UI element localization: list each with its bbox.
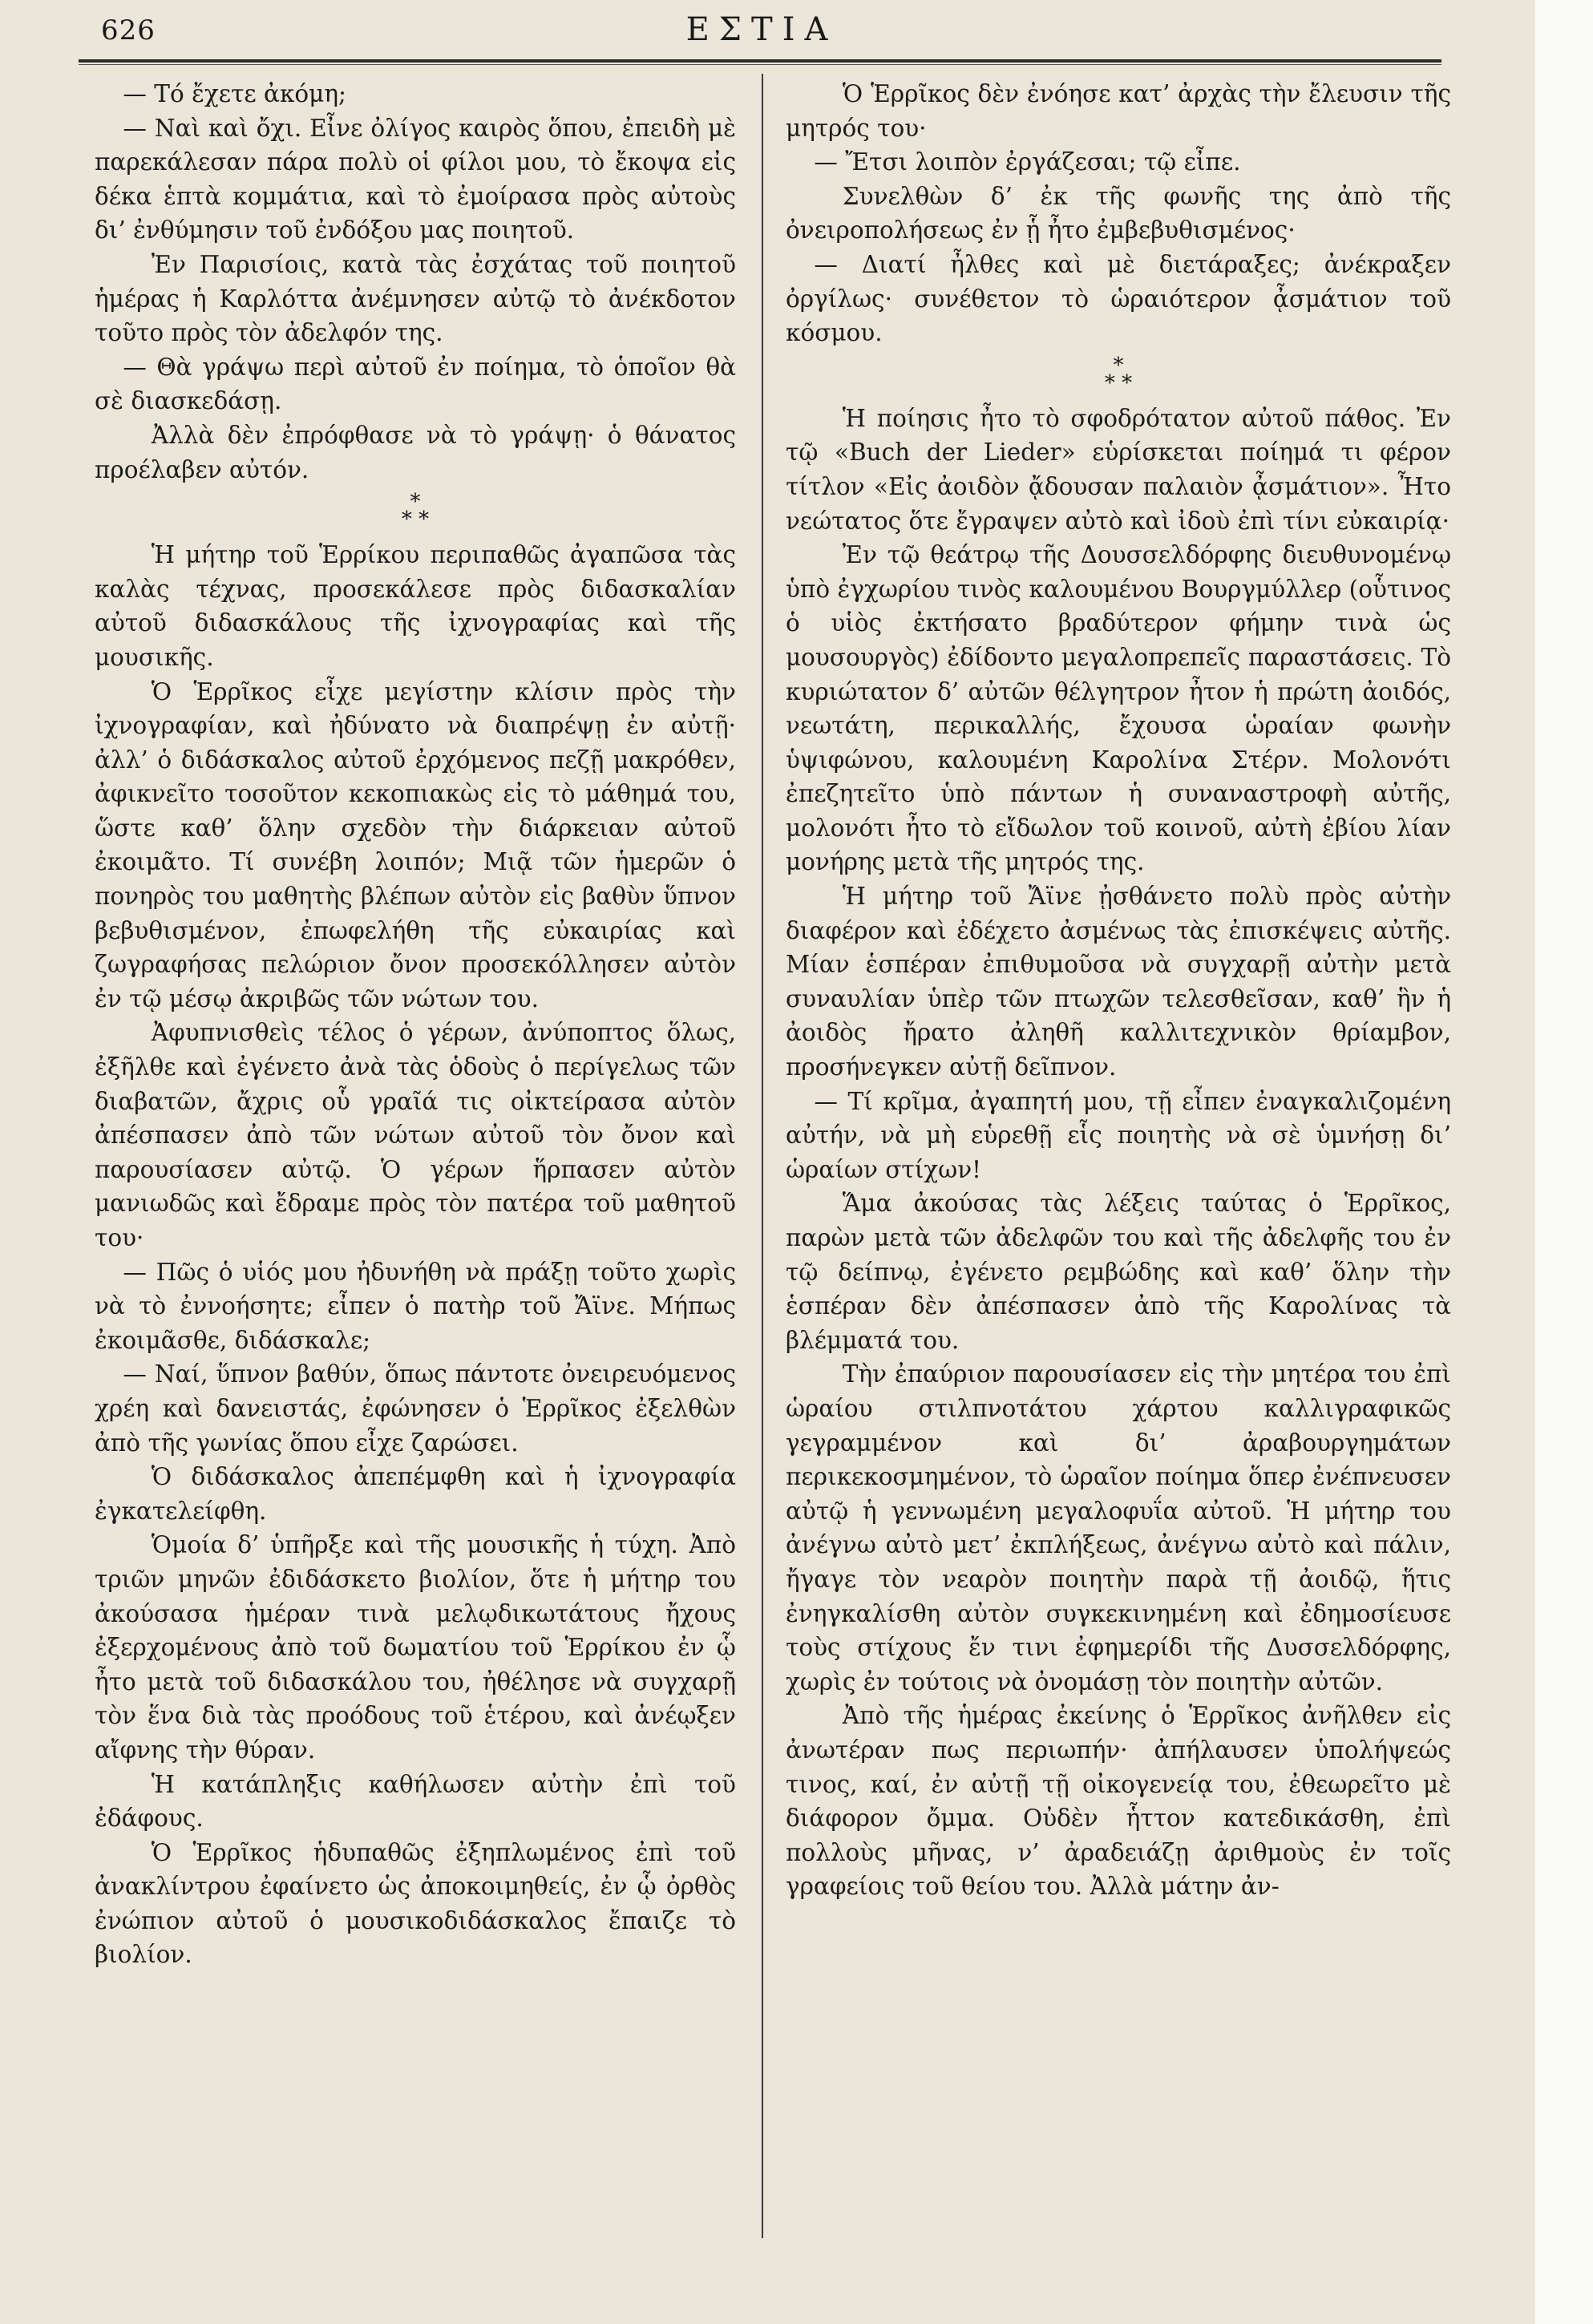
paragraph: Τὴν ἐπαύριον παρουσίασεν εἰς τὴν μητέρα του ἐπὶ ὡραίου στιλπνοτάτου χάρτου καλλιγραφικῶς γεγραμμένον καὶ δι’ ἀραβουργημάτων περικεκοσμημένον, τὸ ὡραῖον ποίημα ὅπερ ἐνέπνευσεν αὐτῷ ἡ γεννωμένη μεγαλοφυΐα αὐτοῦ. Ἡ μήτηρ του ἀνέγνω αὐτὸ μετ’ ἐκπλήξεως, ἀνέγνω αὐτὸ καὶ πάλιν, ἤγαγε τὸν νεαρὸν ποιητὴν παρὰ τῇ ἀοιδῷ, ἥτις ἐνηγκαλίσθη αὐτὸν συγκεκινημένη καὶ ἐδημοσίευσε τοὺς στίχους ἔν τινι ἐφημερίδι τῆς Δυσσελδόρφης, χωρὶς ἐν τούτοις νὰ ὀνομάσῃ τὸν ποιητὴν αὐτῶν. xyxy=(786,1360,1451,1696)
running-title: ΕΣΤΙΑ xyxy=(685,11,838,48)
paragraph: Ἡ κατάπληξις καθήλωσεν αὐτὴν ἐπὶ τοῦ ἐδάφους. xyxy=(95,1770,736,1833)
paragraph: Ἡ ποίησις ἦτο τὸ σφοδρότατον αὐτοῦ πάθος. Ἐν τῷ «Buch der Lieder» εὑρίσκεται ποίημά τι φέρον τίτλον «Εἰς ἀοιδὸν ᾄδουσαν παλαιὸν ᾆσμάτιον». Ἦτο νεώτατος ὅτε ἔγραψεν αὐτὸ καὶ ἰδοὺ ἐπὶ τίνι εὐκαιρίᾳ· xyxy=(786,404,1451,535)
asterism-separator: * * * xyxy=(1104,353,1133,395)
dialog-line: — Ναὶ καὶ ὄχι. Εἶνε ὀλίγος καιρὸς ὅπου, ἐπειδὴ μὲ παρεκάλεσαν πάρα πολὺ οἱ φίλοι μου, τὸ ἔκοψα εἰς δέκα ἑπτὰ κομμάτια, καὶ τὸ ἐμοίρασα πρὸς αὐτοὺς δι’ ἐνθύμησιν τοῦ ἐνδόξου μας ποιητοῦ. xyxy=(95,114,736,245)
paragraph: Ὁ Ἑρρῖκος δὲν ἐνόησε κατ’ ἀρχὰς τὴν ἔλευσιν τῆς μητρός του· xyxy=(786,80,1451,142)
paragraph: Ἐν Παρισίοις, κατὰ τὰς ἐσχάτας τοῦ ποιητοῦ ἡμέρας ἡ Καρλόττα ἀνέμνησεν αὐτῷ τὸ ἀνέκδοτον τοῦτο πρὸς τὸν ἀδελφόν της. xyxy=(95,250,736,347)
header-rule-thin xyxy=(79,64,1441,65)
paragraph: Ἀπὸ τῆς ἡμέρας ἐκείνης ὁ Ἑρρῖκος ἀνῆλθεν εἰς ἀνωτέραν πως περιωπήν· ἀπήλαυσεν ὑπολήψεώς τινος, καί, ἐν αὐτῇ τῇ οἰκογενείᾳ του, ἐθεωρεῖτο μὲ διάφορον ὄμμα. Οὐδὲν ἧττον κατεδικάσθη, ἐπὶ πολλοὺς μῆνας, ν’ ἀραδειάζῃ ἀριθμοὺς ἐν τοῖς γραφείοις τοῦ θείου του. Ἀλλὰ μάτην ἀν- xyxy=(786,1702,1451,1901)
paragraph: Ὁ Ἑρρῖκος ἡδυπαθῶς ἐξηπλωμένος ἐπὶ τοῦ ἀνακλίντρου ἐφαίνετο ὡς ἀποκοιμηθείς, ἐν ᾧ ὀρθὸς ἐνώπιον αὐτοῦ ὁ μουσικοδιδάσκαλος ἔπαιζε τὸ βιολίον. xyxy=(95,1838,736,1969)
paragraph: Ὁ διδάσκαλος ἀπεπέμφθη καὶ ἡ ἰχνογραφία ἐγκατελείφθη. xyxy=(95,1463,736,1525)
left-column xyxy=(95,77,736,1972)
page-header xyxy=(72,11,1451,58)
paragraph: Ἡ μήτηρ τοῦ Ἄϊνε ᾐσθάνετο πολὺ πρὸς αὐτὴν διαφέρον καὶ ἐδέχετο ἀσμένως τὰς ἐπισκέψεις αὐτῆς. Μίαν ἑσπέραν ἐπιθυμοῦσα νὰ συγχαρῇ αὐτὴν μετὰ συναυλίαν ὑπὲρ τῶν πτωχῶν τελεσθεῖσαν, καθ’ ἣν ἡ ἀοιδὸς ἤρατο ἀληθῆ καλλιτεχνικὸν θρίαμβον, προσήνεγκεν αὐτῇ δεῖπνον. xyxy=(786,883,1451,1081)
right-column xyxy=(786,77,1451,1904)
paragraph: Ἀφυπνισθεὶς τέλος ὁ γέρων, ἀνύποπτος ὅλως, ἐξῆλθε καὶ ἐγένετο ἀνὰ τὰς ὁδοὺς ὁ περίγελως τῶν διαβατῶν, ἄχρις οὗ γραῖά τις οἰκτείρασα αὐτὸν ἀπέσπασεν ἀπὸ τῶν νώτων αὐτοῦ τὸν ὄνον καὶ παρουσίασεν αὐτῷ. Ὁ γέρων ἥρπασεν αὐτὸν μανιωδῶς καὶ ἔδραμε πρὸς τὸν πατέρα τοῦ μαθητοῦ του· xyxy=(95,1019,736,1251)
dialog-line: — Πῶς ὁ υἱός μου ἠδυνήθη νὰ πράξῃ τοῦτο χωρὶς νὰ τὸ ἐννοήσητε; εἶπεν ὁ πατὴρ τοῦ Ἄϊνε. Μήπως ἐκοιμᾶσθε, διδάσκαλε; xyxy=(95,1258,736,1354)
dialog-line: — Ναί, ὕπνον βαθύν, ὅπως πάντοτε ὀνειρευόμενος χρέη καὶ δανειστάς, ἐφώνησεν ὁ Ἑρρῖκος ἐξελθὼν ἀπὸ τῆς γωνίας ὅπου εἶχε ζαρώσει. xyxy=(95,1360,736,1457)
paragraph: Ἡ μήτηρ τοῦ Ἑρρίκου περιπαθῶς ἀγαπῶσα τὰς καλὰς τέχνας, προσεκάλεσε πρὸς διδασκαλίαν αὐτοῦ διδασκάλους τῆς ἰχνογραφίας καὶ τῆς μουσικῆς. xyxy=(95,541,736,671)
dialog-line: — Τό ἔχετε ἀκόμη; xyxy=(123,80,346,107)
page-number: 626 xyxy=(101,14,156,46)
paragraph: Ἅμα ἀκούσας τὰς λέξεις ταύτας ὁ Ἑρρῖκος, παρὼν μετὰ τῶν ἀδελφῶν του καὶ τῆς ἀδελφῆς του ἐν τῷ δείπνῳ, ἐγένετο ρεμβώδης καὶ καθ’ ὅλην τὴν ἑσπέραν δὲν ἀπέσπασεν ἀπὸ τῆς Καρολίνας τὰ βλέμματά του. xyxy=(786,1190,1451,1354)
paragraph: Ὁμοία δ’ ὑπῆρξε καὶ τῆς μουσικῆς ἡ τύχη. Ἀπὸ τριῶν μηνῶν ἐδιδάσκετο βιολίον, ὅτε ἡ μήτηρ του ἀκούσασα ἡμέραν τινὰ μελῳδικωτάτους ἤχους ἐξερχομένους ἀπὸ τοῦ δωματίου τοῦ Ἑρρίκου ἐν ᾧ ἦτο μετὰ τοῦ διδασκάλου του, ἠθέλησε νὰ συγχαρῇ τὸν ἕνα διὰ τὰς προόδους τοῦ ἑτέρου, καὶ ἀνέῳξεν αἴφνης τὴν θύραν. xyxy=(95,1531,736,1764)
dialog-line: — Θὰ γράψω περὶ αὐτοῦ ἐν ποίημα, τὸ ὁποῖον θὰ σὲ διασκεδάσῃ. xyxy=(95,353,736,415)
dialog-line: — Διατί ἦλθες καὶ μὲ διετάραξες; ἀνέκραξεν ὀργίλως· συνέθετον τὸ ὡραιότερον ᾆσμάτιον τοῦ κόσμου. xyxy=(786,250,1451,347)
column-divider xyxy=(762,74,763,2238)
header-rule xyxy=(79,59,1441,63)
paragraph: Συνελθὼν δ’ ἐκ τῆς φωνῆς της ἀπὸ τῆς ὀνειροπολήσεως ἐν ᾗ ἦτο ἐμβεβυθισμένος· xyxy=(786,182,1451,245)
dialog-line: — Ἔτσι λοιπὸν ἐργάζεσαι; τῷ εἶπε. xyxy=(814,148,1241,176)
scan-margin xyxy=(1535,0,1593,2324)
paragraph: Ἐν τῷ θεάτρῳ τῆς Δουσσελδόρφης διευθυνομένῳ ὑπὸ ἐγχωρίου τινὸς καλουμένου Βουργμύλλερ (οὗτινος ὁ υἱὸς ἐκτήσατο βραδύτερον φήμην τινὰ ὡς μουσουργὸς) ἐδίδοντο μεγαλοπρεπεῖς παραστάσεις. Τὸ κυριώτατον δ’ αὐτῶν θέλγητρον ἦτον ἡ πρώτη ἀοιδός, νεωτάτη, περικαλλής, ἔχουσα ὡραίαν φωνὴν ὑψιφώνου, καλουμένη Καρολίνα Στέρν. Μολονότι ἐπεζητεῖτο ὑπὸ πάντων ἡ συναναστροφὴ αὐτῆς, μολονότι ἦτο τὸ εἴδωλον τοῦ κοινοῦ, αὐτὴ ἐβίου λίαν μονήρης μετὰ τῆς μητρός της. xyxy=(786,541,1451,876)
asterism-separator: * * * xyxy=(401,490,430,532)
paragraph: Ὁ Ἑρρῖκος εἶχε μεγίστην κλίσιν πρὸς τὴν ἰχνογραφίαν, καὶ ἠδύνατο νὰ διαπρέψῃ ἐν αὐτῇ· ἀλλ’ ὁ διδάσκαλος αὐτοῦ ἐρχόμενος πεζῇ μακρόθεν, ἀφικνεῖτο τοσοῦτον κεκοπιακὼς εἰς τὸ μάθημά του, ὥστε καθ’ ὅλην σχεδὸν τὴν διάρκειαν αὐτοῦ ἐκοιμᾶτο. Τί συνέβη λοιπόν; Μιᾷ τῶν ἡμερῶν ὁ πονηρὸς του μαθητὴς βλέπων αὐτὸν εἰς βαθὺν ὕπνον βεβυθισμένον, ἐπωφελήθη τῆς εὐκαιρίας καὶ ζωγραφήσας πελώριον ὄνον προσεκόλλησεν αὐτὸν ἐν τῷ μέσῳ ἀκριβῶς τῶν νώτων του. xyxy=(95,677,736,1012)
dialog-line: — Τί κρῖμα, ἀγαπητή μου, τῇ εἶπεν ἐναγκαλιζομένη αὐτήν, νὰ μὴ εὑρεθῇ εἷς ποιητὴς νὰ σὲ ὑμνήσῃ δι’ ὡραίων στίχων! xyxy=(786,1087,1451,1183)
paragraph: Ἀλλὰ δὲν ἐπρόφθασε νὰ τὸ γράψῃ· ὁ θάνατος προέλαβεν αὐτόν. xyxy=(95,421,736,483)
